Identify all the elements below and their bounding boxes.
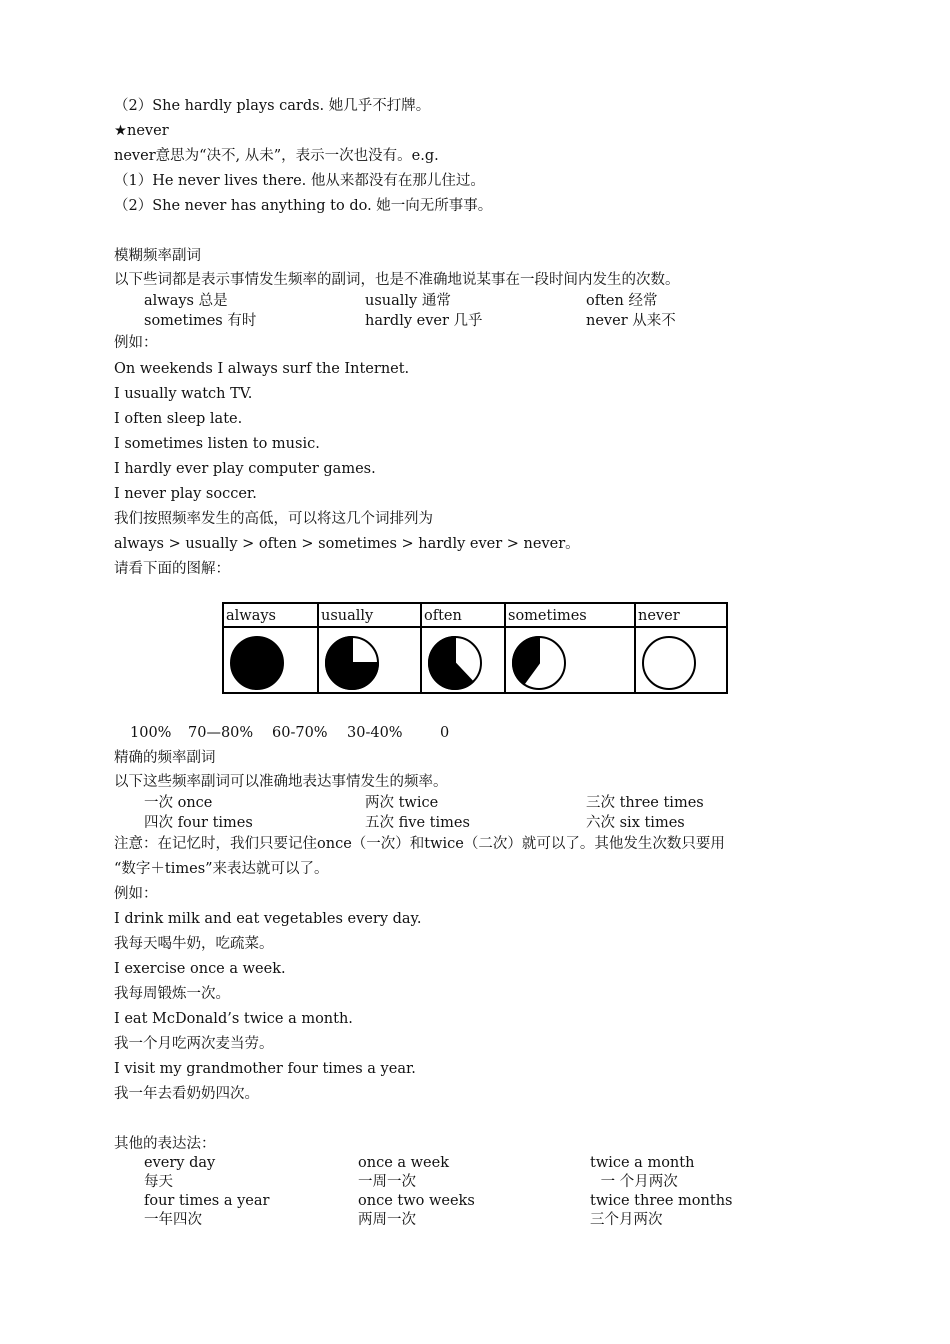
fuzzy-word: usually 通常: [365, 293, 451, 309]
other-row: [114, 1192, 874, 1211]
pie-outline: [643, 637, 695, 689]
pie-never: [640, 634, 698, 692]
exact-heading: 精确的频率副词: [114, 750, 216, 766]
percent-label: 70—80%: [188, 725, 254, 741]
document-body: [114, 94, 874, 582]
percent-label: 0: [440, 725, 450, 741]
example-sentence: 我一年去看奶奶四次。: [114, 1086, 259, 1102]
other-expression: 两周一次: [358, 1212, 416, 1228]
other-row: [114, 1154, 874, 1173]
pie-often: [426, 634, 484, 692]
example-sentence: I often sleep late.: [114, 411, 243, 427]
example-sentence: 我一个月吃两次麦当劳。: [114, 1036, 274, 1052]
frequency-order: always > usually > often > sometimes > hardly ever > never。: [114, 536, 580, 552]
intro-line: （1）He never lives there. 他从来都没有在那儿住过。: [114, 173, 485, 189]
example-sentence: On weekends I always surf the Internet.: [114, 361, 410, 377]
diagram-label: never: [636, 604, 726, 628]
exact-word: 三次 three times: [586, 795, 704, 811]
other-expression: twice a month: [590, 1155, 695, 1171]
exact-section: [114, 746, 874, 1230]
other-expression: 三个月两次: [590, 1212, 663, 1228]
other-expression: once a week: [358, 1155, 449, 1171]
percent-row: [114, 722, 874, 744]
example-sentence: I eat McDonald’s twice a month.: [114, 1011, 353, 1027]
other-expression: 一周一次: [358, 1174, 416, 1190]
example-sentence: I never play soccer.: [114, 486, 257, 502]
exact-word: 五次 five times: [365, 815, 470, 831]
example-sentence: 我每周锻炼一次。: [114, 986, 230, 1002]
fuzzy-desc: 以下些词都是表示事情发生频率的副词，也是不准确地说某事在一段时间内发生的次数。: [114, 272, 680, 288]
fuzzy-word: sometimes 有时: [144, 313, 257, 329]
fuzzy-word: always 总是: [144, 293, 228, 309]
fuzzy-heading: 模糊频率副词: [114, 248, 201, 264]
other-expression: once two weeks: [358, 1193, 475, 1209]
diagram-intro: 请看下面的图解：: [114, 561, 230, 577]
fuzzy-word: often 经常: [586, 293, 658, 309]
example-sentence: I exercise once a week.: [114, 961, 286, 977]
diagram-label: usually: [319, 604, 420, 628]
diagram-column: [319, 604, 422, 692]
other-expression: every day: [144, 1155, 216, 1171]
other-expression: 一年四次: [144, 1212, 202, 1228]
order-intro: 我们按照频率发生的高低，可以将这几个词排列为: [114, 511, 433, 527]
frequency-diagram: [222, 602, 728, 694]
other-heading: 其他的表达法：: [114, 1136, 216, 1152]
intro-line: never意思为“决不, 从未”，表示一次也没有。e.g.: [114, 148, 439, 164]
other-expression: 每天: [144, 1174, 173, 1190]
fuzzy-row: [114, 291, 874, 311]
other-expression: 一 个月两次: [596, 1174, 678, 1190]
intro-line: （2）She never has anything to do. 她一向无所事事。: [114, 198, 493, 214]
exact-word: 四次 four times: [144, 815, 253, 831]
fuzzy-word: never 从来不: [586, 313, 676, 329]
example-sentence: I hardly ever play computer games.: [114, 461, 376, 477]
exact-row: [114, 793, 874, 813]
diagram-column: [636, 604, 726, 692]
note-line: 注意：在记忆时，我们只要记住once（一次）和twice（二次）就可以了。其他发生次数只要用: [114, 836, 725, 852]
pie-sometimes: [510, 634, 568, 692]
note-line: “数字＋times”来表达就可以了。: [114, 861, 329, 877]
diagram-column: [422, 604, 506, 692]
other-expression: four times a year: [144, 1193, 270, 1209]
intro-line: ★never: [114, 123, 169, 139]
exact-desc: 以下这些频率副词可以准确地表达事情发生的频率。: [114, 774, 448, 790]
diagram-column: [506, 604, 636, 692]
percent-label: 60-70%: [272, 725, 328, 741]
percent-label: 30-40%: [347, 725, 403, 741]
exact-row: [114, 813, 874, 833]
fuzzy-word: hardly ever 几乎: [365, 313, 483, 329]
diagram-label: always: [224, 604, 317, 628]
example-label: 例如：: [114, 335, 158, 351]
diagram-label: often: [422, 604, 504, 628]
example-sentence: I visit my grandmother four times a year.: [114, 1061, 416, 1077]
example-sentence: I sometimes listen to music.: [114, 436, 320, 452]
diagram-label: sometimes: [506, 604, 634, 628]
pie-fill: [231, 637, 283, 689]
percent-label: 100%: [130, 725, 172, 741]
example-label: 例如：: [114, 886, 158, 902]
diagram-column: [224, 604, 319, 692]
other-expression: twice three months: [590, 1193, 733, 1209]
exact-word: 六次 six times: [586, 815, 685, 831]
example-sentence: I drink milk and eat vegetables every day.: [114, 911, 422, 927]
pie-always: [228, 634, 286, 692]
intro-line: （2）She hardly plays cards. 她几乎不打牌。: [114, 98, 431, 114]
other-row: [114, 1211, 874, 1230]
other-row: [114, 1173, 874, 1192]
example-sentence: I usually watch TV.: [114, 386, 253, 402]
fuzzy-row: [114, 311, 874, 331]
exact-word: 两次 twice: [365, 795, 439, 811]
exact-word: 一次 once: [144, 795, 213, 811]
pie-usually: [323, 634, 381, 692]
example-sentence: 我每天喝牛奶，吃疏菜。: [114, 936, 274, 952]
